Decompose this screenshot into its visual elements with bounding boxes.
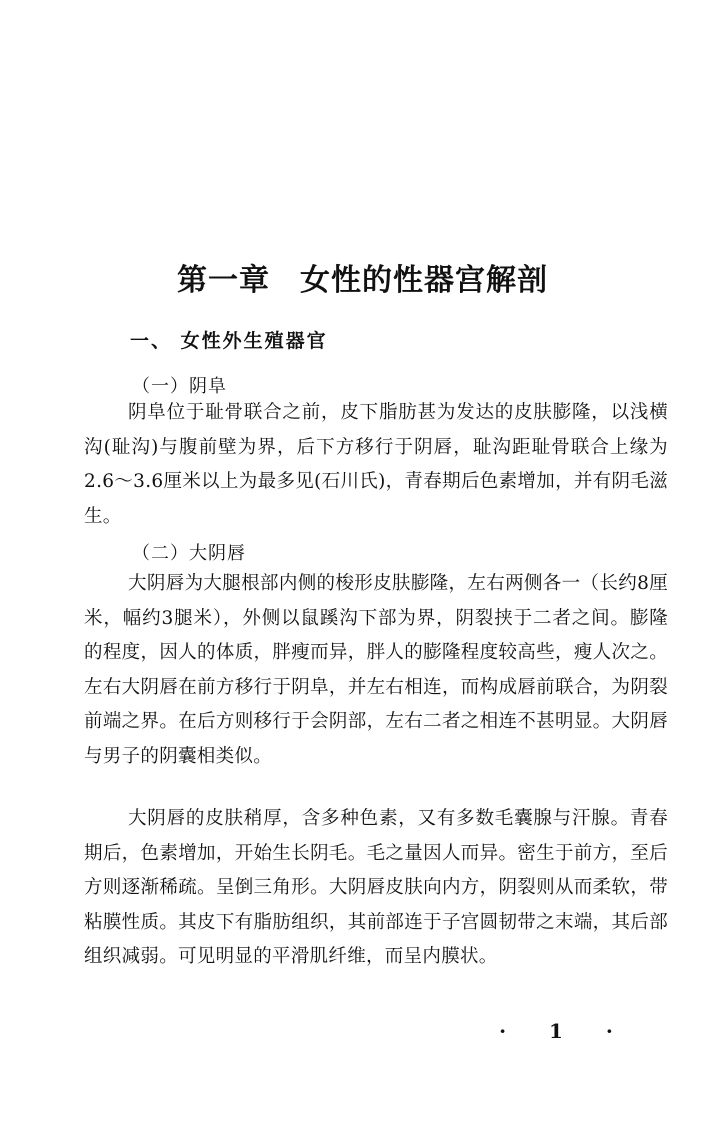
subsection-heading-mons: （一）阴阜 xyxy=(132,376,227,397)
page-number: · 1 · xyxy=(499,1019,631,1043)
paragraph-labia-majora-2: 大阴唇的皮肤稍厚，含多种色素，又有多数毛囊腺与汗腺。青春期后，色素增加，开始生长阴毛。毛之量因人而异。密生于前方，至后方则逐渐稀疏。呈倒三角形。大阴唇皮肤向内方，阴裂则从而柔软，带粘膜性质。其皮下有脂肪组织，其前部连于子宫圆韧带之末端，其后部组织减弱。可见明显的平滑肌纤维，而呈内膜状。 xyxy=(84,808,668,967)
paragraph-labia-majora-1: 大阴唇为大腿根部内侧的梭形皮肤膨隆，左右两侧各一（长约8厘米，幅约3腿米），外侧以鼠蹊沟下部为界，阴裂挟于二者之间。膨隆的程度，因人的体质，胖瘦而异，胖人的膨隆程度较高些，瘦人次之。左右大阴唇在前方移行于阴阜，并左右相连，而构成唇前联合，为阴裂前端之界。在后方则移行于会阴部，左右二者之相连不甚明显。大阴唇与男子的阴囊相类似。 xyxy=(84,573,668,767)
subsection-heading-labia-majora: （二）大阴唇 xyxy=(132,543,246,564)
chapter-number: 第一章 xyxy=(177,263,270,298)
section-heading: 一、 女性外生殖器官 xyxy=(130,330,328,352)
chapter-title xyxy=(0,255,725,299)
paragraph-mons: 阴阜位于耻骨联合之前，皮下脂肪甚为发达的皮肤膨隆，以浅横沟(耻沟)与腹前壁为界，后下方移行于阴唇，耻沟距耻骨联合上缘为2.6～3.6厘米以上为最多见(石川氏)，青春期后色素增加，并有阴毛滋生。 xyxy=(84,402,668,527)
chapter-heading: 女性的性器宫解剖 xyxy=(300,263,548,298)
